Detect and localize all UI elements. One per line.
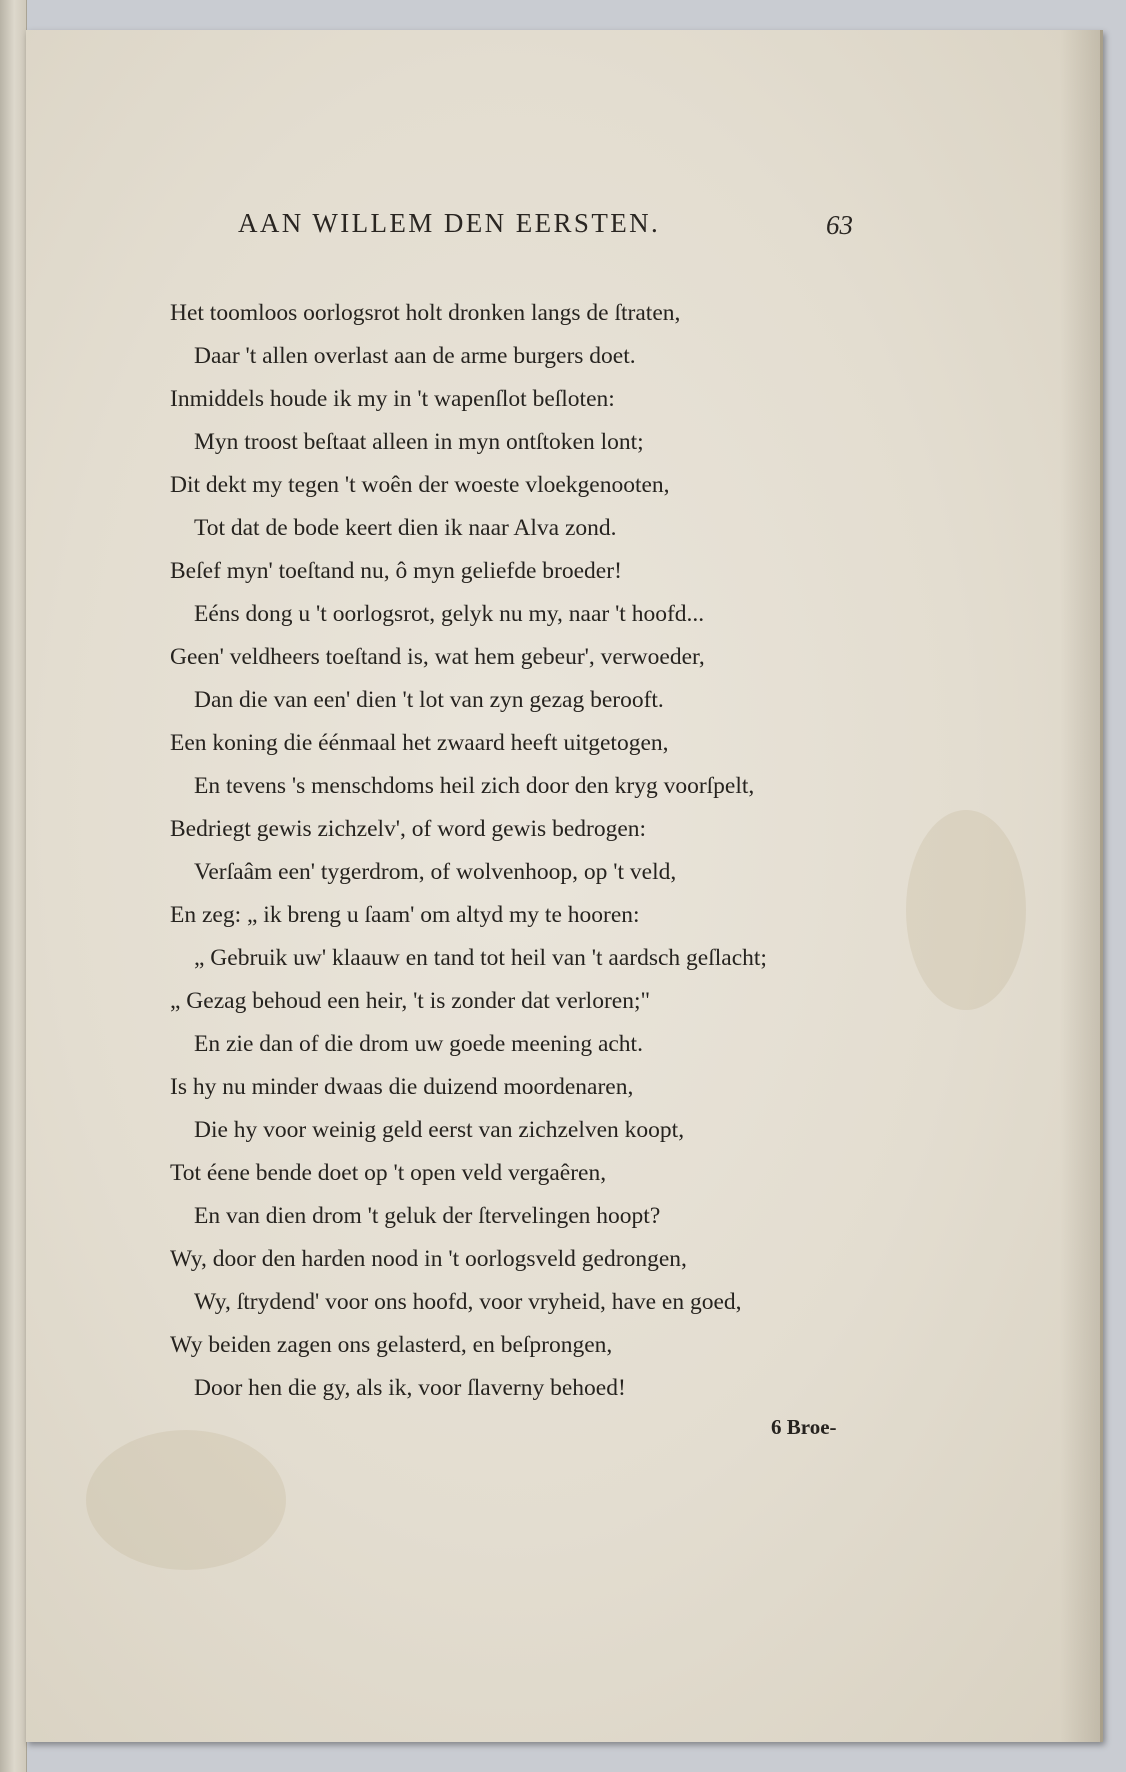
poem-line: Wy beiden zagen ons gelasterd, en beſprongen, bbox=[170, 1332, 613, 1358]
poem-line: Tot dat de bode keert dien ik naar Alva zond. bbox=[194, 515, 617, 541]
poem-line: Beſef myn' toeſtand nu, ô myn geliefde broeder! bbox=[170, 558, 622, 584]
poem-line: Geen' veldheers toeſtand is, wat hem gebeur', verwoeder, bbox=[170, 644, 705, 670]
poem-line: En zeg: „ ik breng u ſaam' om altyd my te hooren: bbox=[170, 902, 640, 928]
poem-line: Dan die van een' dien 't lot van zyn gezag berooft. bbox=[194, 687, 664, 713]
poem-line: En van dien drom 't geluk der ſtervelingen hoopt? bbox=[194, 1203, 661, 1229]
poem-line: Wy, door den harden nood in 't oorlogsveld gedrongen, bbox=[170, 1246, 687, 1272]
page-header bbox=[211, 208, 871, 248]
catchword: 6 Broe- bbox=[771, 1415, 837, 1439]
poem-line: Dit dekt my tegen 't woên der woeste vloekgenooten, bbox=[170, 472, 670, 498]
poem-line: Die hy voor weinig geld eerst van zichzelven koopt, bbox=[194, 1117, 685, 1143]
poem-line: Bedriegt gewis zichzelv', of word gewis bedrogen: bbox=[170, 816, 647, 842]
poem-line: En zie dan of die drom uw goede meening acht. bbox=[194, 1031, 643, 1057]
poem-line: En tevens 's menschdoms heil zich door den kryg voorſpelt, bbox=[194, 773, 755, 799]
poem-line: Verſaâm een' tygerdrom, of wolvenhoop, op 't veld, bbox=[194, 859, 677, 885]
poem-line: Myn troost beſtaat alleen in myn ontſtoken lont; bbox=[194, 429, 644, 455]
poem-line: Inmiddels houde ik my in 't wapenſlot beſloten: bbox=[170, 386, 615, 412]
page-edge-shadow bbox=[1060, 30, 1100, 1742]
poem-line: Wy, ſtrydend' voor ons hoofd, voor vryheid, have en goed, bbox=[194, 1289, 742, 1315]
poem-line: Het toomloos oorlogsrot holt dronken langs de ſtraten, bbox=[170, 300, 681, 326]
poem-text bbox=[170, 292, 890, 1410]
paper-stain bbox=[906, 810, 1026, 1010]
poem-line: Door hen die gy, als ik, voor ſlaverny behoed! bbox=[194, 1375, 626, 1401]
page-number: 63 bbox=[826, 210, 853, 240]
poem-line: „ Gebruik uw' klaauw en tand tot heil van 't aardsch geſlacht; bbox=[194, 945, 767, 971]
poem-line: Is hy nu minder dwaas die duizend moordenaren, bbox=[170, 1074, 634, 1100]
poem-line: Eéns dong u 't oorlogsrot, gelyk nu my, naar 't hoofd... bbox=[194, 601, 705, 627]
poem-line: Daar 't allen overlast aan de arme burgers doet. bbox=[194, 343, 636, 369]
previous-page-edge bbox=[0, 0, 27, 1772]
poem-line: „ Gezag behoud een heir, 't is zonder dat verloren;" bbox=[170, 988, 651, 1014]
running-title: AAN WILLEM DEN EERSTEN. bbox=[238, 208, 661, 238]
poem-line: Een koning die éénmaal het zwaard heeft uitgetogen, bbox=[170, 730, 669, 756]
paper-stain bbox=[86, 1430, 286, 1570]
poem-line: Tot éene bende doet op 't open veld vergaêren, bbox=[170, 1160, 607, 1186]
